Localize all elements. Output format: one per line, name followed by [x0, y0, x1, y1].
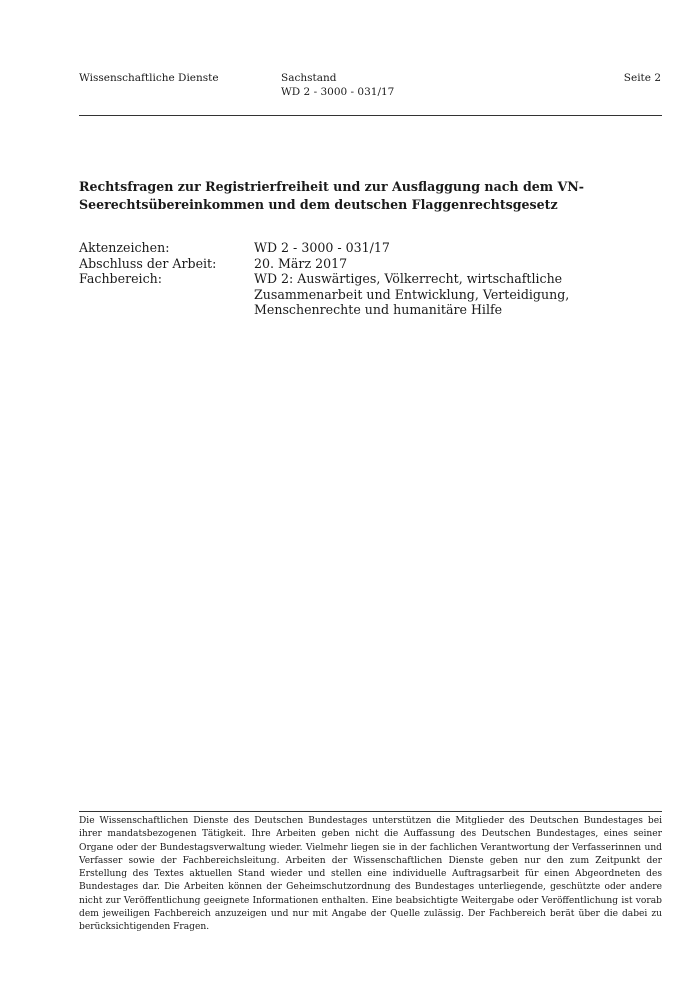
meta-row-abschluss	[79, 256, 662, 272]
header-doc-number: WD 2 - 3000 - 031/17	[281, 86, 395, 98]
meta-row-aktenzeichen	[79, 240, 662, 256]
meta-row-fachbereich	[79, 271, 662, 318]
footer-divider	[79, 811, 662, 812]
header-doc-type: Sachstand	[281, 72, 337, 84]
meta-label: Aktenzeichen:	[79, 240, 170, 255]
header-organization: Wissenschaftliche Dienste	[79, 72, 219, 84]
meta-value: WD 2 - 3000 - 031/17	[254, 240, 390, 255]
meta-value: WD 2: Auswärtiges, Völkerrecht, wirtschaftliche Zusammenarbeit und Entwicklung, Verteidigung, Menschenrechte und humanitäre Hilfe	[254, 271, 570, 317]
document-title: Rechtsfragen zur Registrierfreiheit und zur Ausflaggung nach dem VN-Seerechtsübereinkommen und dem deutschen Flaggenrechtsgesetz	[79, 179, 584, 212]
meta-label: Fachbereich:	[79, 271, 162, 286]
document-metadata	[79, 240, 662, 318]
header-divider	[79, 115, 662, 116]
header-document-info	[281, 71, 394, 99]
meta-label: Abschluss der Arbeit:	[79, 255, 217, 271]
meta-value: 20. März 2017	[254, 255, 348, 271]
header-page-number: Seite 2	[623, 72, 661, 84]
footer-disclaimer: Die Wissenschaftlichen Dienste des Deutschen Bundestages unterstützen die Mitglieder des Deutschen Bundestages bei ihrer mandatsbezogenen Tätigkeit. Ihre Arbeiten geben nicht die Auffassung des Deutschen Bundestages, eines seiner Organe oder der Bundestagsverwaltung wieder. Vielmehr liegen sie in der fachlichen Verantwortung der Verfasserinnen und Verfasser sowie der Fachbereichsleitung. Arbeiten der Wissenschaftlichen Dienste geben nur den zum Zeitpunkt der Erstellung des Textes aktuellen Stand wieder und stellen eine individuelle Auftragsarbeit für einen Abgeordneten des Bundestages dar. Die Arbeiten können der Geheimschutzordnung des Bundestages unterliegende, geschützte oder andere nicht zur Veröffentlichung geeignete Informationen enthalten. Eine beabsichtigte Weitergabe oder Veröffentlichung ist vorab dem jeweiligen Fachbereich anzuzeigen und nur mit Angabe der Quelle zulässig. Der Fachbereich berät über die dabei zu berücksichtigenden Fragen.	[79, 816, 662, 933]
